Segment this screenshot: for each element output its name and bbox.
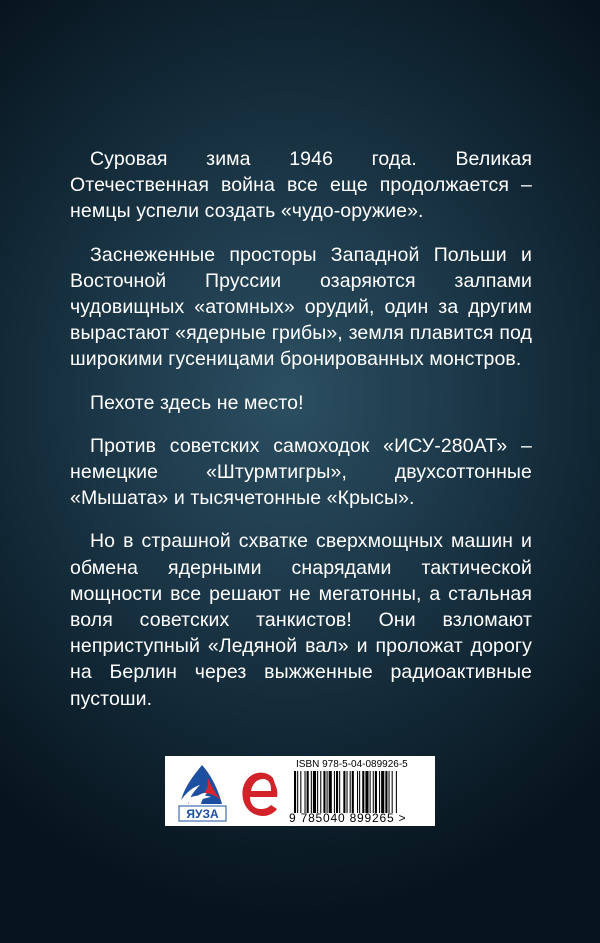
blurb-paragraph-4: Против советских самоходок «ИСУ-280АТ» – немецкие «Штурмтигры», двухсоттонные «Мышата» и тысячетонные «Крысы».	[70, 434, 532, 510]
yauza-logo-text: ЯУЗА	[186, 807, 219, 821]
annotation-text	[70, 146, 532, 729]
blurb-paragraph-3: Пехоте здесь не место!	[90, 391, 304, 414]
isbn-label: ISBN 978-5-04-089926-5	[296, 759, 408, 770]
barcode-panel	[165, 756, 435, 826]
blurb-paragraph-1: Суровая зима 1946 года. Великая Отечественная война все еще продолжается – немцы успели создать «чудо-оружие».	[70, 148, 532, 223]
eksmo-e-logo-icon	[239, 768, 281, 820]
blurb-paragraph-2: Заснеженные просторы Западной Польши и Восточной Пруссии озаряются залпами чудовищных «атомных» орудий, один за другим вырастают «ядерные грибы», земля плавится под широкими гусеницами бронированных монстров.	[70, 243, 532, 371]
isbn-barcode	[292, 771, 428, 813]
yauza-wave-logo-icon	[175, 762, 230, 824]
blurb-paragraph-5: Но в страшной схватке сверхмощных машин и обмена ядерными снарядами тактической мощности все решают не мегатонны, а стальная воля советских танкистов! Они взломают неприступный «Ледяной вал» и проложат дорогу на Берлин через выжженные радиоактивные пустоши.	[70, 530, 532, 710]
barcode-digits: 9 785040 899265 >	[289, 811, 407, 825]
